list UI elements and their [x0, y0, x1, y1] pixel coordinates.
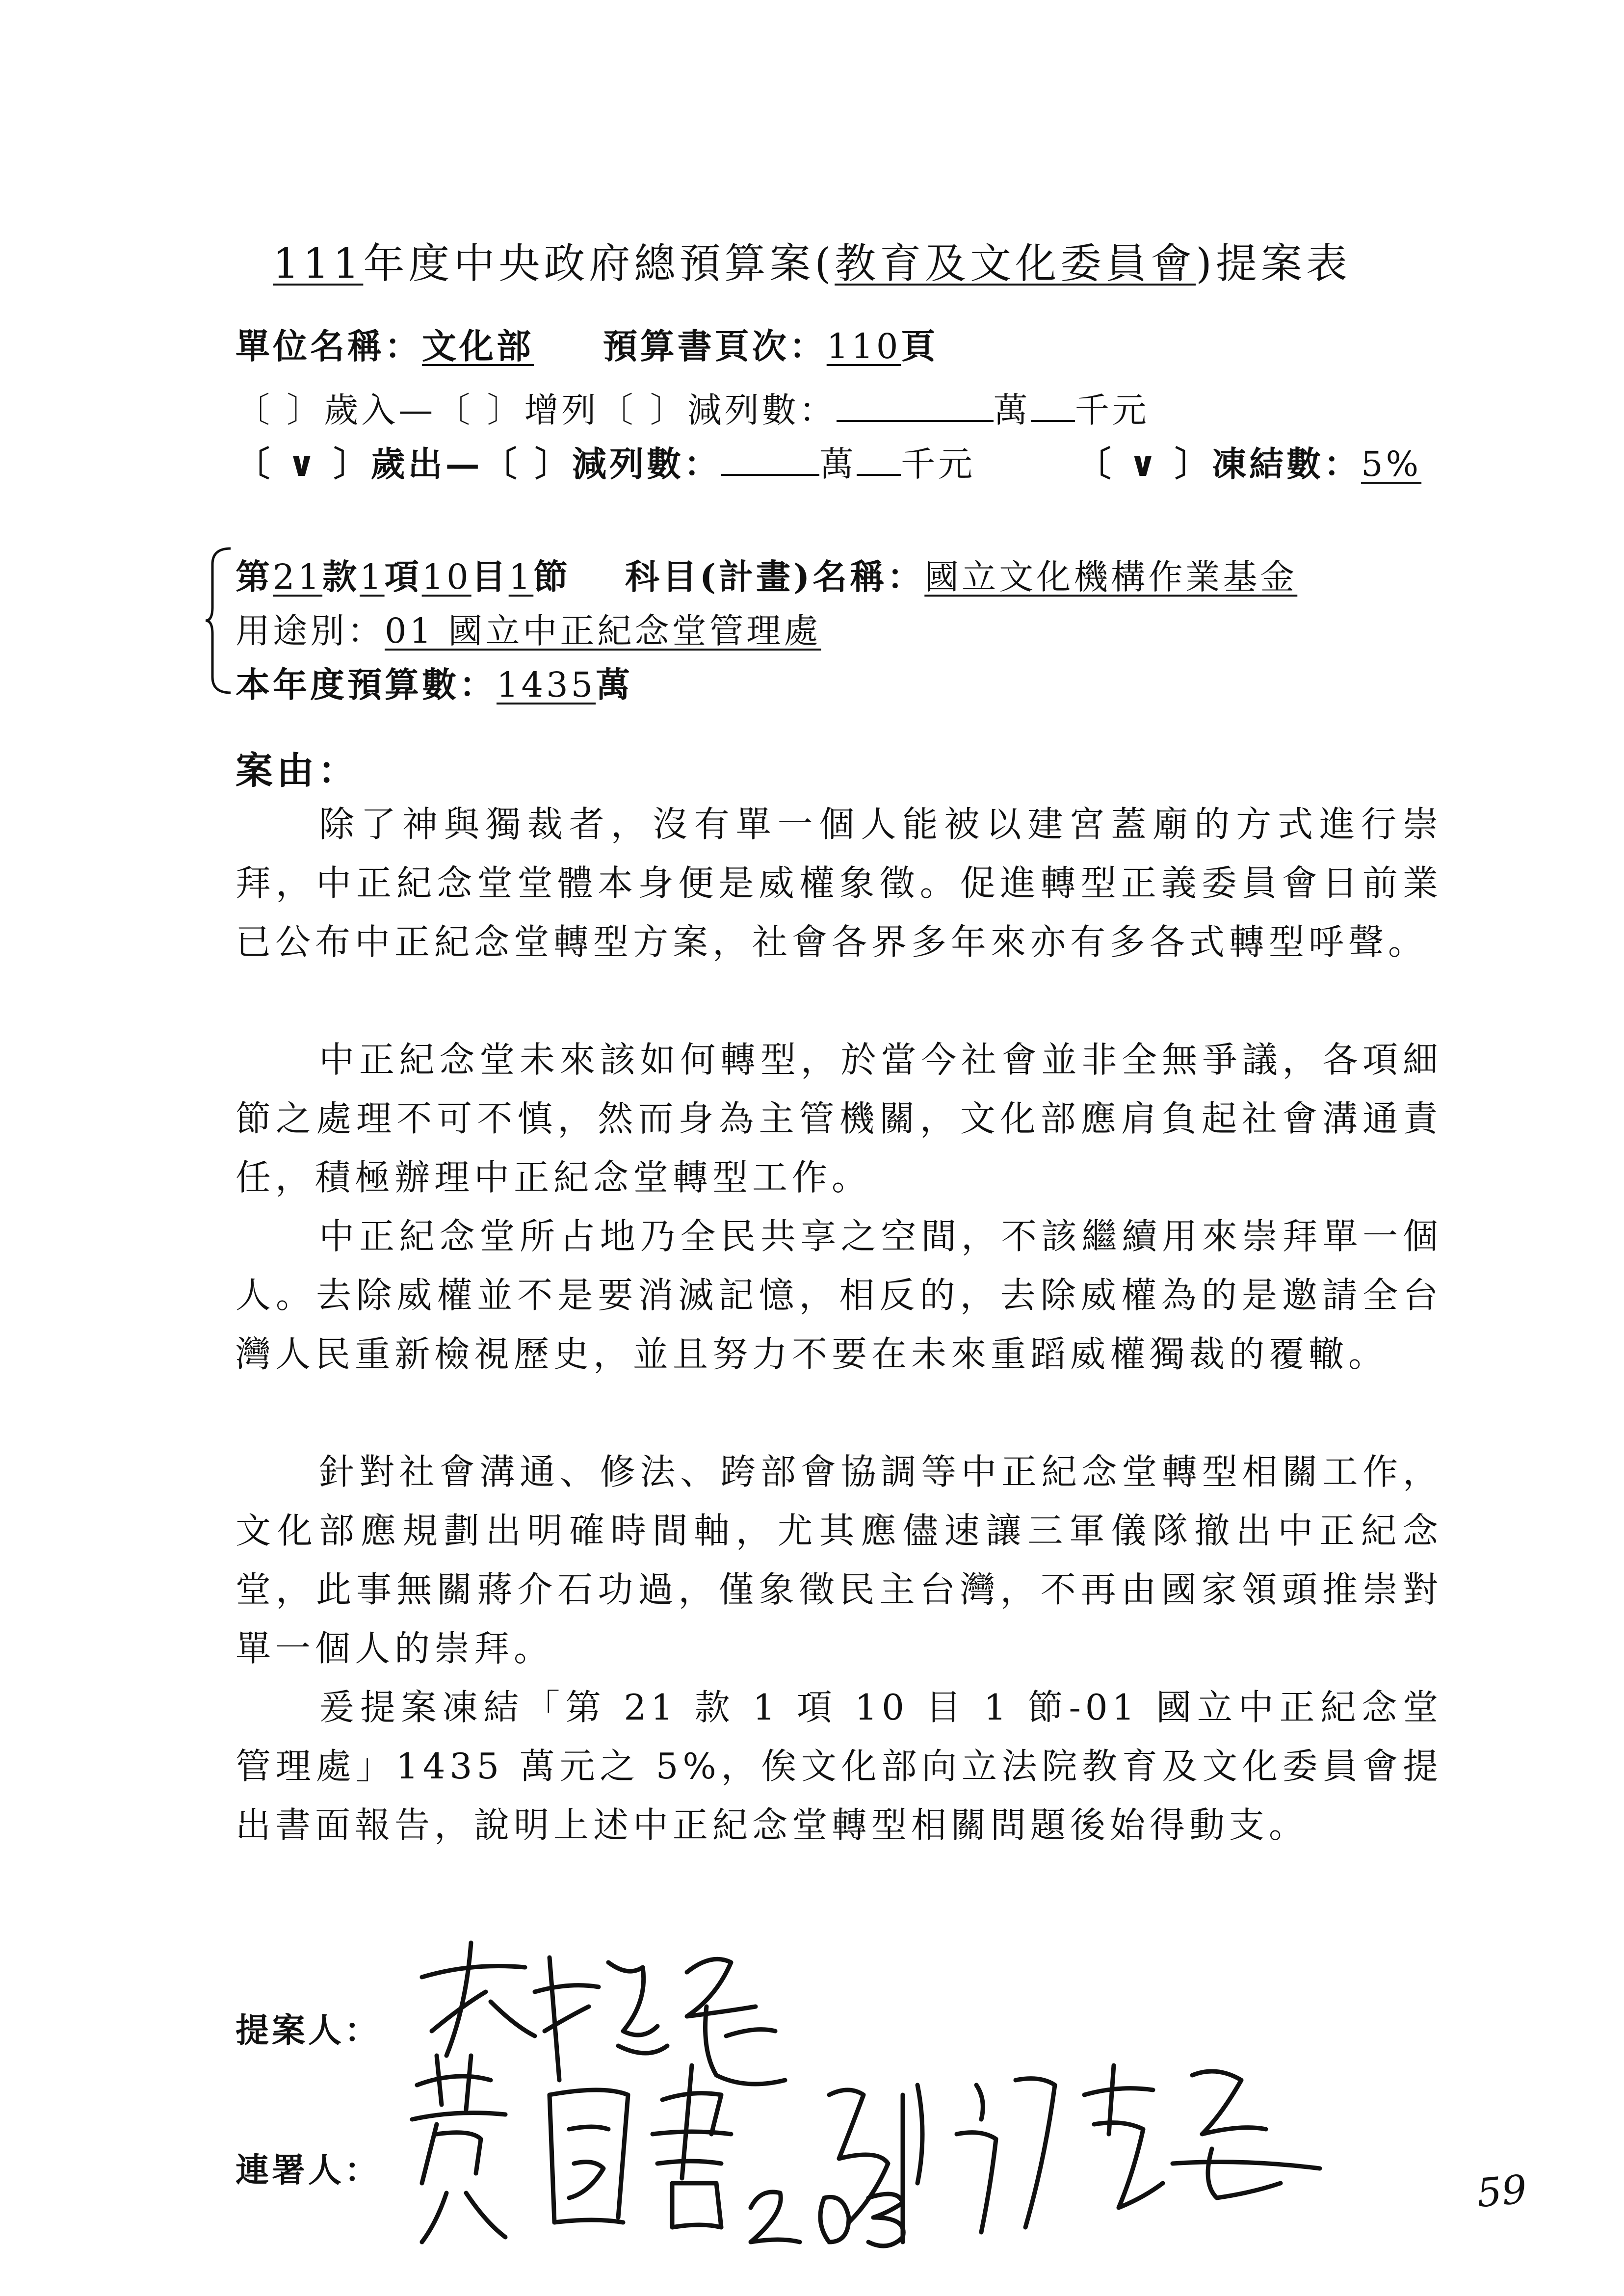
paragraph: 中正紀念堂未來該如何轉型，於當今社會並非全無爭議，各項細節之處理不可不慎，然而身為主管機關，文化部應肩負起社會溝通責任，積極辦理中正紀念堂轉型工作。: [236, 1039, 1442, 1198]
xiang-label: 項: [384, 556, 422, 597]
budget-page-value: 110: [826, 326, 901, 366]
expenditure-wan-blank: [721, 444, 819, 476]
purpose-line: [236, 603, 821, 653]
purpose-value: 01 國立中正紀念堂管理處: [385, 611, 821, 651]
section-prefix: 第: [236, 556, 273, 597]
expenditure-text: 〔 ∨ 〕歲出—〔 〕減列數：: [236, 444, 721, 484]
paragraph: 除了神與獨裁者，沒有單一個人能被以建宮蓋廟的方式進行崇拜，中正紀念堂堂體本身便是威權象徵。促進轉型正義委員會日前業已公布中正紀念堂轉型方案，社會各界多年來亦有多各式轉型呼聲。: [236, 804, 1442, 963]
purpose-label: 用途別：: [236, 611, 385, 651]
expenditure-wan: 萬: [819, 444, 857, 484]
expenditure-thousand: 千元: [900, 444, 975, 484]
mu-value: 10: [421, 557, 471, 597]
item-line: [236, 549, 1297, 599]
cosigner-signatures: [407, 2036, 1339, 2267]
revenue-wan-blank: [837, 391, 994, 422]
jie-label: 節: [533, 556, 571, 597]
kuan-value: 21: [273, 557, 323, 597]
revenue-thousand: 千元: [1074, 390, 1150, 430]
revenue-thousand-blank: [1031, 391, 1075, 422]
unit-line: [236, 319, 938, 368]
title-committee: 教育及文化委員會: [835, 239, 1196, 287]
budget-page-unit: 頁: [901, 326, 939, 366]
revenue-line: [236, 383, 1150, 432]
budget-label: 本年度預算數：: [236, 664, 497, 705]
revenue-wan: 萬: [993, 390, 1031, 430]
page-number: 59: [1475, 2166, 1529, 2217]
left-brace: [204, 545, 233, 697]
cosigner-label: 連署人：: [236, 2151, 381, 2190]
revenue-text: 〔 〕歲入—〔 〕增列〔 〕減列數：: [236, 390, 837, 430]
expenditure-thousand-blank: [857, 444, 901, 476]
freeze-value: 5%: [1361, 444, 1422, 484]
budget-page-label: 預算書頁次：: [602, 326, 827, 366]
reason-label: 案由：: [236, 749, 359, 792]
subject-value: 國立文化機構作業基金: [924, 557, 1298, 597]
unit-name-label: 單位名稱：: [236, 326, 422, 366]
title-year: 111: [273, 239, 364, 287]
jie-value: 1: [508, 557, 534, 597]
kuan-label: 款: [322, 556, 360, 597]
document-title: [0, 231, 1624, 290]
paragraph: 中正紀念堂所占地乃全民共享之空間，不該繼續用來崇拜單一個人。去除威權並不是要消滅記憶，相反的，去除威權為的是邀請全台灣人民重新檢視歷史，並且努力不要在未來重蹈威權獨裁的覆轍。: [236, 1216, 1442, 1375]
budget-unit: 萬: [596, 664, 633, 705]
xiang-value: 1: [360, 557, 385, 597]
proposer-label: 提案人：: [236, 2011, 381, 2050]
paragraph: 爰提案凍結「第 21 款 1 項 10 目 1 節-01 國立中正紀念堂管理處」1435 萬元之 5%，俟文化部向立法院教育及文化委員會提出書面報告，說明上述中正紀念堂轉型相關問題後始得動支。: [236, 1687, 1442, 1846]
subject-label: 科目(計畫)名稱：: [625, 556, 925, 597]
unit-name-value: 文化部: [422, 326, 534, 366]
freeze-text: 〔 ∨ 〕凍結數：: [1076, 444, 1362, 484]
mu-label: 目: [471, 556, 509, 597]
title-part-a: 年度中央政府總預算案(: [363, 239, 835, 287]
title-part-b: )提案表: [1196, 239, 1351, 287]
budget-value: 1435: [497, 665, 596, 705]
budget-line: [236, 657, 633, 707]
paragraph: 針對社會溝通、修法、跨部會協調等中正紀念堂轉型相關工作，文化部應規劃出明確時間軸，尤其應儘速讓三軍儀隊撤出中正紀念堂，此事無關蔣介石功過，僅象徵民主台灣，不再由國家領頭推崇對單一個人的崇拜。: [236, 1451, 1442, 1669]
expenditure-line: [236, 437, 1421, 486]
